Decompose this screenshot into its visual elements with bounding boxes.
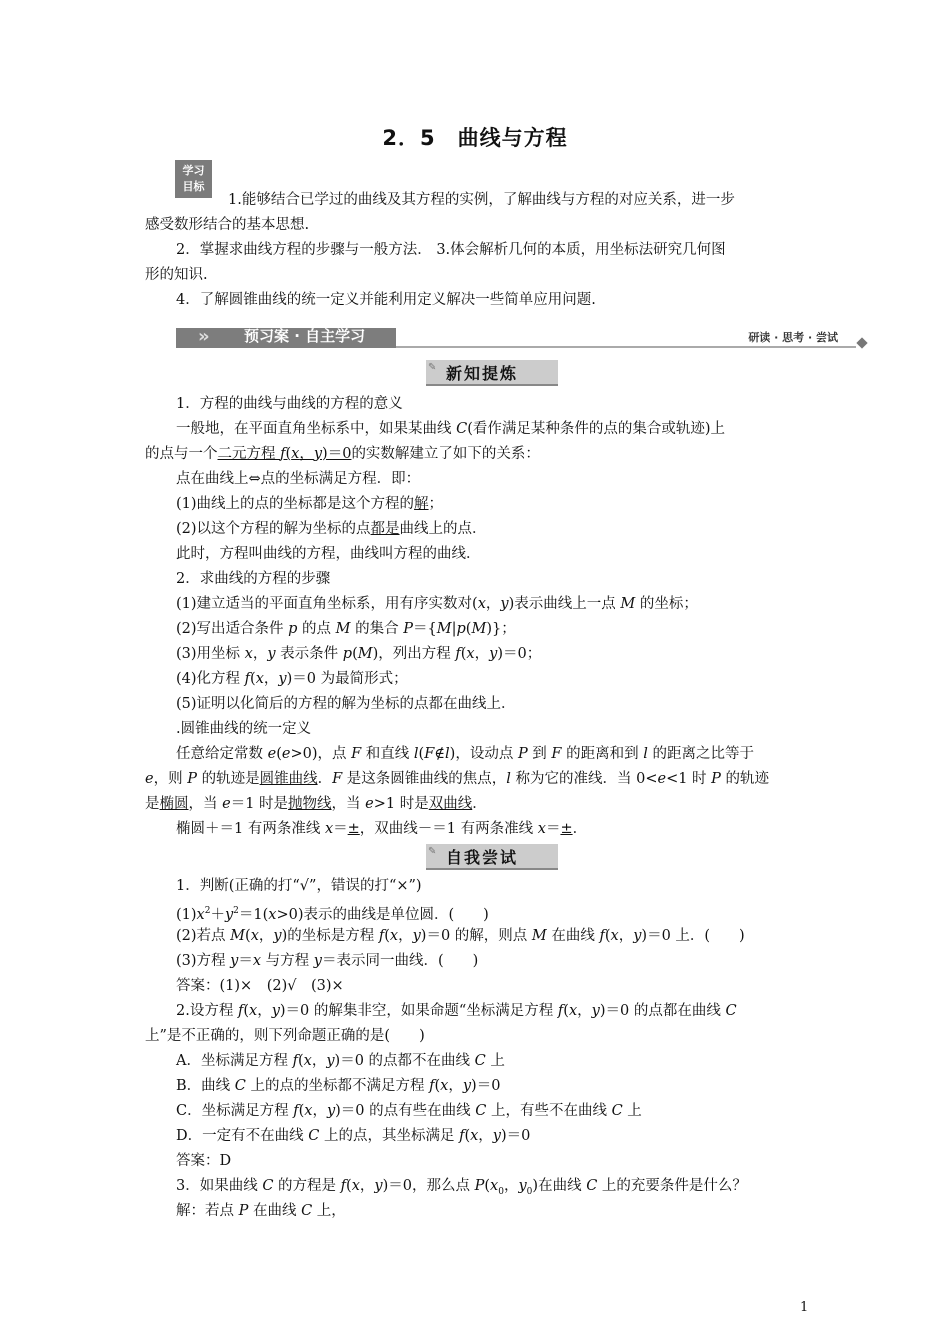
page-number: 1 (800, 1300, 809, 1315)
preview-banner (176, 322, 868, 348)
section-deco-icon: ✎ (428, 362, 437, 373)
objective-line: 4．了解圆锥曲线的统一定义并能利用定义解决一些简单应用问题. (176, 292, 596, 308)
section-header-new-knowledge: ✎ 新知提炼 (426, 360, 558, 386)
diamond-icon (856, 337, 867, 348)
chevron-icon: » (198, 326, 210, 347)
objective-line: 2．掌握求曲线方程的步骤与一般方法． 3.体会解析几何的本质，用坐标法研究几何图 (176, 242, 726, 258)
banner-right: 研读 · 思考 · 尝试 (748, 331, 838, 344)
objectives-badge: 学习 目标 (175, 160, 212, 198)
section-header-self-try: ✎ 自我尝试 (426, 844, 558, 870)
document-page: 2．5 曲线与方程 学习 目标 1.能够结合已学过的曲线及其方程的实例，了解曲线与方程的对应关系，进一步 感受数形结合的基本思想. 2．掌握求曲线方程的步骤与一般方法． 3.体会解析几何的本质，用坐标法研究几何图 形的知识. 4．了解圆锥曲线的统一定义并能利用定义解决一些简单应用问题. » 预习案 · 自主学习 研读 · 思考 · 尝试 ✎ 新知提炼 1．方程的曲线与曲线的方程的意义 一般地，在平面直角坐标系中，如果某曲线 C(看作满足某种条件的点的集合或轨迹)上 的点与一个二元方程 f(x，y)＝0的实数解建立了如下的关系： 点在曲线上⇔点的坐标满足方程．即： (1)曲线上的点的坐标都是这个方程的解； (2)以这个方程的解为坐标的点都是曲线上的点． 此时，方程叫曲线的方程，曲线叫方程的曲线． 2．求曲线的方程的步骤 (1)建立适当的平面直角坐标系，用有序实数对(x，y)表示曲线上一点 M 的坐标； (2)写出适合条件 p 的点 M 的集合 P＝{M|p(M)}； (3)用坐标 x，y 表示条件 p(M)，列出方程 f(x，y)＝0； (4)化方程 f(x，y)＝0 为最简形式； (5)证明以化简后的方程的解为坐标的点都在曲线上． .圆锥曲线的统一定义 任意给定常数 e(e>0)，点 F 和直线 l(F∉l)，设动点 P 到 F 的距离和到 l 的距离之比等于 e，则 P 的轨迹是圆锥曲线．F 是这条圆锥曲线的焦点，l 称为它的准线．当 0<e<1 时 P 的轨迹 是椭圆，当 e＝1 时是抛物线，当 e>1 时是双曲线． 椭圆＋＝1 有两条准线 x＝±，双曲线－＝1 有两条准线 x＝±． ✎ 自我尝试 1．判断(正确的打“√”，错误的打“×”) $(1)x^2+y^2=1(x>0)$表示的曲线是单位圆．( ) (2)若点 M(x，y)的坐标是方程 f(x，y)＝0 的解，则点 M 在曲线 f(x，y)＝0 上．( ) (3)方程 y＝x 与方程 y＝表示同一曲线．( ) 答案：(1)× (2)√ (3)× 2.设方程 f(x，y)＝0 的解集非空，如果命题“坐标满足方程 f(x，y)＝0 的点都在曲线 C 上”是不正确的，则下列命题正确的是( ) A．坐标满足方程 f(x，y)＝0 的点都不在曲线 C 上 B．曲线 C 上的点的坐标都不满足方程 f(x，y)＝0 C．坐标满足方程 f(x，y)＝0 的点有些在曲线 C 上，有些不在曲线 C 上 D．一定有不在曲线 C 上的点，其坐标满足 f(x，y)＝0 答案：D 3．如果曲线 C 的方程是 f(x，y)＝0，那么点 $P(x_0$，$y_0$)在曲线 C 上的充要条件是什么？ 解：若点 P 在曲线 C 上， 1 (0, 0, 950, 1344)
objective-line: 1.能够结合已学过的曲线及其方程的实例，了解曲线与方程的对应关系，进一步 (228, 192, 735, 208)
page-title: 2．5 曲线与方程 (382, 126, 568, 150)
banner-label: 预习案 · 自主学习 (244, 327, 366, 345)
objective-line: 感受数形结合的基本思想. (145, 217, 310, 233)
section-deco-icon: ✎ (428, 846, 437, 857)
objective-line: 形的知识. (145, 267, 208, 283)
